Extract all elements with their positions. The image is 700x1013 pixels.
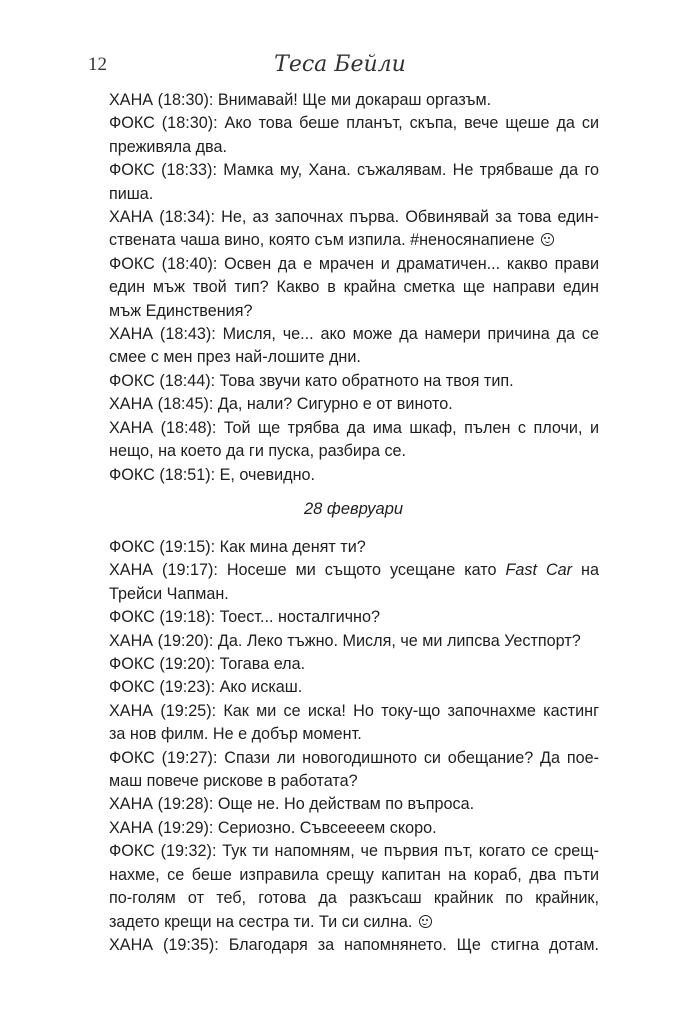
page-number: 12 (88, 54, 107, 75)
message-line: мъж Единствения? (109, 301, 253, 320)
message-line: ФОКС (19:27): Спази ли новогодишното си обещание? Да пое- (109, 748, 599, 767)
message-line: ХАНА (19:28): Още не. Но действам по въпроса. (109, 795, 475, 814)
message-line: за нов филм. Не е добър момент. (109, 725, 362, 744)
message-line: маш повече рискове в работата? (109, 772, 358, 791)
message-line: ФОКС (19:20): Тогава ела. (109, 655, 306, 674)
message-line: нахме, се беше изправила срещу капитан на кораб, два пъти (109, 865, 599, 884)
smiley-icon (419, 915, 432, 928)
message-line: ФОКС (19:32): Тук ти напомням, че първия път, когато се срещ- (109, 842, 599, 861)
date-heading: 28 февруари (303, 500, 404, 518)
message-line: ХАНА (19:20): Да. Леко тъжно. Мисля, че ми липсва Уестпорт? (109, 631, 581, 650)
message-line: ХАНА (18:34): Не, аз започнах първа. Обвинявай за това един- (109, 208, 599, 227)
page-header (88, 52, 592, 84)
message-line: ФОКС (19:15): Как мина денят ти? (109, 538, 366, 556)
message-line: нещо, на което да ги пуска, разбира се. (109, 442, 407, 461)
message-line: ХАНА (18:30): Внимавай! Ще ми докараш оргазъм. (109, 91, 492, 109)
message-line (108, 911, 599, 934)
message-line: преживяла два. (109, 137, 227, 156)
message-line: ФОКС (19:23): Ако искаш. (109, 678, 303, 697)
message-line: ХАНА (18:43): Мисля, че... ако може да намери причина да се (109, 325, 599, 344)
message-line: ХАНА (19:25): Как ми се иска! Но току-що започнахме кастинг (109, 701, 599, 720)
messages-section-1 (108, 89, 599, 487)
message-text: задето крещи на сестра ти. Ти си силна. (109, 912, 413, 931)
message-line: ХАНА (18:48): Той ще трябва да има шкаф, пълен с плочи, и (109, 418, 599, 437)
message-text: на (572, 561, 599, 580)
song-title: Fast Car (505, 561, 573, 580)
message-line: ФОКС (18:33): Мамка му, Хана. съжалявам. Не трябваше да го (109, 161, 599, 180)
messages-section-2 (108, 536, 599, 957)
message-text: ствената чаша вино, която съм изпила. #неносянапиене (109, 231, 535, 250)
smiley-icon (541, 233, 554, 246)
message-line: ФОКС (18:44): Това звучи като обратното на твоя тип. (109, 371, 514, 390)
message-text: ХАНА (19:17): Носеше ми същото усещане като (109, 561, 506, 580)
message-line: ФОКС (18:40): Освен да е мрачен и драматичен... какво прави (109, 254, 599, 273)
running-title: Теса Бейли (274, 52, 406, 77)
message-line (108, 559, 599, 582)
message-line: смее с мен през най-лошите дни. (109, 348, 361, 367)
message-line: ФОКС (18:30): Ако това беше планът, скъпа, вече щеше да си (109, 114, 599, 133)
message-line: един мъж твой тип? Какво в крайна сметка ще направи един (109, 278, 599, 297)
message-line: по-голям от теб, готова да разкъсаш крайник по крайник, (109, 889, 599, 908)
message-line (108, 229, 599, 252)
message-line: ХАНА (19:29): Сериозно. Съвсеееем скоро. (109, 818, 437, 837)
message-line: ХАНА (18:45): Да, нали? Сигурно е от виното. (109, 395, 453, 414)
message-line: ХАНА (19:35): Благодаря за напомнянето. Ще стигна дотам. (109, 935, 599, 954)
message-line: ФОКС (18:51): Е, очевидно. (109, 465, 316, 484)
message-line: Трейси Чапман. (109, 584, 229, 603)
message-line: пиша. (109, 184, 154, 203)
message-line: ФОКС (19:18): Тоест... носталгично? (109, 608, 380, 627)
